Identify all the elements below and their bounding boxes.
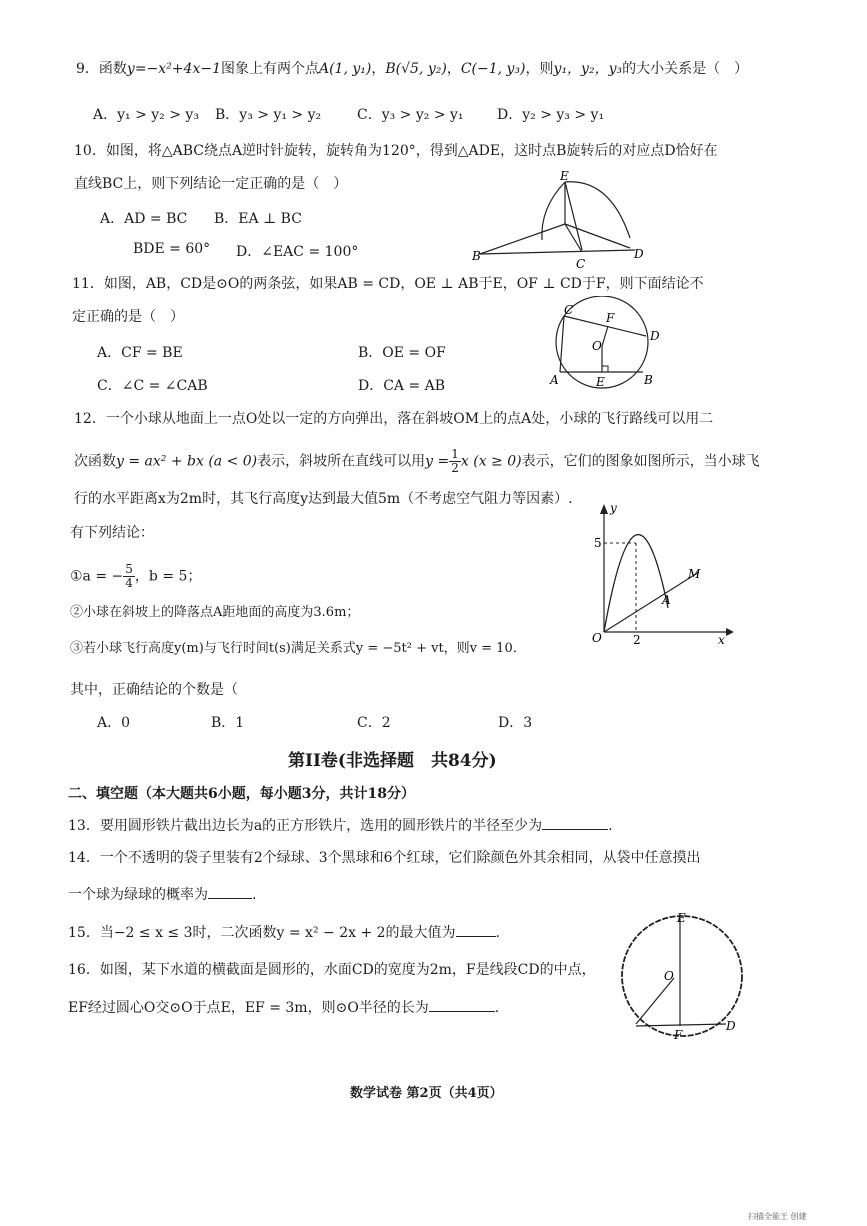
q9-option-a: A．y₁ > y₂ > y₃ [93,107,199,123]
q11-label-f: F [606,311,615,325]
q10-option-d: D．∠EAC = 100° [236,244,359,260]
q11-label-a: A [550,373,559,387]
watermark: 扫描全能王 创建 [748,1212,807,1221]
q16-label-o: O [664,969,674,983]
q9-option-c: C．y₃ > y₂ > y₁ [357,107,464,123]
section2-subtitle: 二、填空题（本大题共6小题，每小题3分，共计18分） [68,786,415,802]
q12-option-a: A．0 [97,715,131,731]
q14-line2: 一个球为绿球的概率为 . [68,884,256,904]
q10-option-c: BDE = 60° [133,241,211,257]
q11-label-d: D [650,329,660,343]
q11-label-b: B [644,373,653,387]
q9-option-d: D．y₂ > y₃ > y₁ [497,107,605,123]
q10-label-e: E [560,169,569,183]
q13-stem: 13．要用圆形铁片截出边长为a的正方形铁片，选用的圆形铁片的半径至少为 . [68,815,613,835]
q9-option-b: B．y₃ > y₁ > y₂ [215,107,322,123]
q16-label-f: F [674,1028,683,1042]
section2-title: 第II卷(非选择题 共84分) [288,751,497,771]
q12-ask: 其中，正确结论的个数是（ [70,682,238,698]
q15-answer-blank[interactable] [456,922,496,937]
q12-option-b: B．1 [211,715,245,731]
q12-option-d: D．3 [498,715,533,731]
q10-label-d: D [634,247,644,261]
q10-figure [470,168,670,276]
q15-stem: 15．当−2 ≤ x ≤ 3时，二次函数y = x² − 2x + 2的最大值为 . [68,922,500,942]
q11-label-e: E [596,375,605,389]
q12-graph-five-label: 5 [594,536,602,550]
q12-conclusion-2: ②小球在斜坡上的降落点A距地面的高度为3.6m； [70,605,360,620]
q12-graph-origin-label: O [592,631,602,645]
q12-graph-a-label: A [662,593,671,607]
q11-line2: 定正确的是（ ） [72,309,184,325]
q16-label-d: D [726,1019,736,1033]
q12-has: 有下列结论： [70,525,154,541]
q11-figure [540,296,670,396]
q9-stem: 9．函数y=−x²+4x−1图象上有两个点A(1, y₁)，B(√5, y₂)，C(−1, y₃)，则y₁，y₂，y₃的大小关系是（ ） [76,61,749,77]
q12-graph-y-label: y [610,501,617,515]
q10-label-b: B [472,249,481,263]
q16-label-e: E [677,911,686,925]
q11-label-o: O [592,339,602,353]
q14-answer-blank[interactable] [208,884,252,899]
q10-option-a: A．AD = BC [100,211,188,227]
q16-line2: EF经过圆心O交⊙O于点E，EF = 3m，则⊙O半径的长为 . [68,997,499,1017]
q12-conclusion-3: ③若小球飞行高度y(m)与飞行时间t(s)满足关系式y = −5t² + vt，则v = 10． [70,641,526,656]
q12-graph-x-label: x [718,633,725,647]
q12-graph [584,500,734,650]
q12-conclusion-1: ①a = − $\frac{5}{4}$ ，b = 5； [70,562,202,590]
q13-answer-blank[interactable] [542,815,608,830]
q10-label-c: C [576,257,586,271]
q16-figure [614,908,754,1046]
q16-answer-blank[interactable] [429,997,495,1012]
q11-option-b: B．OE = OF [358,345,446,361]
q11-option-c: C．∠C = ∠CAB [97,378,208,394]
q10-line1: 10．如图，将△ABC绕点A逆时针旋转，旋转角为120°，得到△ADE，这时点B旋转后的对应点D恰好在 [74,143,718,159]
q10-option-b: B．EA ⊥ BC [214,211,302,227]
page-footer: 数学试卷 第2页（共4页） [350,1086,503,1101]
q12-line2: 次函数y = ax² + bx (a < 0)表示，斜坡所在直线可以用y = $\frac{1}{2}$ x (x ≥ 0)表示，它们的图象如图所示，当小球飞 [74,447,760,475]
q12-graph-two-label: 2 [633,633,641,647]
q11-label-c: C [564,303,574,317]
q11-line1: 11．如图，AB，CD是⊙O的两条弦，如果AB = CD，OE ⊥ AB于E，OF ⊥ CD于F，则下面结论不 [72,276,704,292]
q12-graph-m-label: M [688,567,701,581]
q11-option-a: A．CF = BE [97,345,183,361]
q12-line3: 行的水平距离x为2m时，其飞行高度y达到最大值5m（不考虑空气阻力等因素）. [74,491,573,507]
q12-line1: 12．一个小球从地面上一点O处以一定的方向弹出，落在斜坡OM上的点A处，小球的飞行路线可以用二 [74,411,714,427]
q12-option-c: C．2 [357,715,391,731]
q10-line2: 直线BC上，则下列结论一定正确的是（ ） [74,176,348,192]
q14-line1: 14．一个不透明的袋子里装有2个绿球、3个黑球和6个红球，它们除颜色外其余相同，从袋中任意摸出 [68,850,701,866]
q11-option-d: D．CA = AB [358,378,446,394]
q16-line1: 16．如图，某下水道的横截面是圆形的，水面CD的宽度为2m，F是线段CD的中点， [68,962,596,978]
